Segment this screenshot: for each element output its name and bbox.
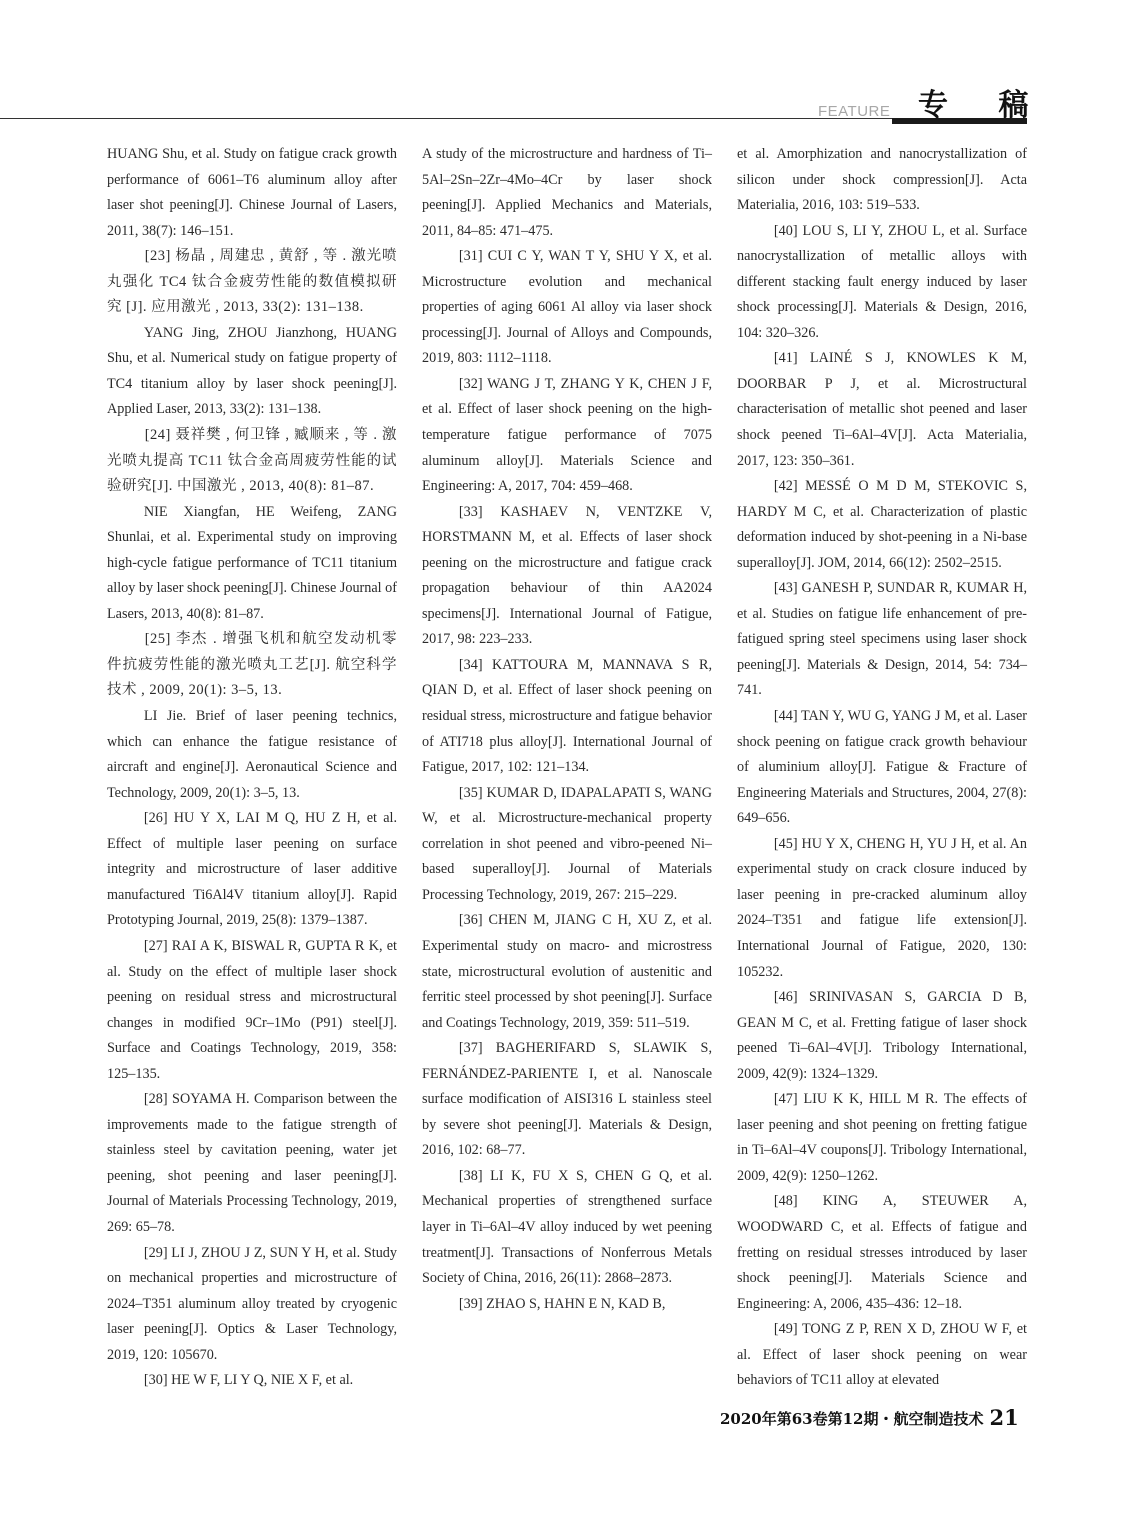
reference-entry: LI Jie. Brief of laser peening technics, which can enhance the fatigue resistance of aircraft and engine[J]. Aeronautical Science and Technology, 2009, 20(1): 3–5, 13.	[107, 708, 397, 801]
reference-entry: [43] GANESH P, SUNDAR R, KUMAR H, et al. Studies on fatigue life enhancement of pre-fatigued spring steel specimens using laser shock peening[J]. Materials & Design, 2014, 54: 734–741.	[737, 580, 1027, 699]
reference-entry: [38] LI K, FU X S, CHEN G Q, et al. Mechanical properties of strengthened surface layer in Ti–6Al–4V alloy induced by wet peening treatment[J]. Transactions of Nonferrous Metals Society of China, 2016, 26(11): 2868–2873.	[422, 1167, 712, 1287]
reference-entry: HUANG Shu, et al. Study on fatigue crack growth performance of 6061–T6 aluminum alloy after laser shot peening[J]. Chinese Journal of Lasers, 2011, 38(7): 146–151.	[107, 146, 397, 239]
reference-entry: et al. Amorphization and nanocrystallization of silicon under shock compression[J]. Acta Materialia, 2016, 103: 519–533.	[737, 146, 1027, 214]
reference-entry: [30] HE W F, LI Y Q, NIE X F, et al.	[143, 1372, 354, 1389]
page-footer	[720, 1405, 1019, 1430]
header-rule	[0, 118, 892, 119]
reference-entry: [33] KASHAEV N, VENTZKE V, HORSTMANN M, et al. Effects of laser shock peening on the microstructure and fatigue crack propagation behaviour of thin AA2024 specimens[J]. International Journal of Fatigue, 2017, 98: 223–233.	[422, 503, 712, 648]
reference-entry: [46] SRINIVASAN S, GARCIA D B, GEAN M C, et al. Fretting fatigue of laser shock peened Ti–6Al–4V[J]. Tribology International, 2009, 42(9): 1324–1329.	[737, 989, 1027, 1082]
reference-entry: [29] LI J, ZHOU J Z, SUN Y H, et al. Study on mechanical properties and microstructure of 2024–T351 aluminum alloy treated by cryogenic laser peening[J]. Optics & Laser Technology, 2019, 120: 105670.	[107, 1244, 397, 1363]
reference-entry: [40] LOU S, LI Y, ZHOU L, et al. Surface nanocrystallization of metallic alloys with different stacking fault energy induced by laser shock processing[J]. Materials & Design, 2016, 104: 320–326.	[737, 222, 1027, 341]
reference-entry: [27] RAI A K, BISWAL R, GUPTA R K, et al. Study on the effect of multiple laser shock peening on residual stress and microstructural changes in modified 9Cr–1Mo (P91) steel[J]. Surface and Coatings Technology, 2019, 358: 125–135.	[107, 937, 397, 1082]
reference-entry: [25] 李杰 . 增强飞机和航空发动机零件抗疲劳性能的激光喷丸工艺[J]. 航空科学技术 , 2009, 20(1): 3–5, 13.	[107, 631, 397, 699]
reference-entry: [35] KUMAR D, IDAPALAPATI S, WANG W, et al. Microstructure-mechanical property correlation in shot peened and vibro-peened Ni–based superalloy[J]. Journal of Materials Processing Technology, 2019, 267: 215–229.	[422, 784, 712, 903]
section-title: 专 稿	[918, 88, 1049, 123]
reference-entry: [39] ZHAO S, HAHN E N, KAD B,	[458, 1295, 666, 1312]
feature-label: FEATURE	[818, 103, 891, 120]
journal-info: 2020年第63卷第12期・航空制造技术	[720, 1410, 984, 1428]
reference-entry: [28] SOYAMA H. Comparison between the improvements made to the fatigue strength of stainless steel by cavitation peening, water jet peening, shot peening and laser peening[J]. Journal of Materials Processing Technology, 2019, 269: 65–78.	[107, 1091, 397, 1235]
page-number: 21	[989, 1405, 1019, 1430]
reference-entry: [23] 杨晶 , 周建忠 , 黄舒 , 等 . 激光喷丸强化 TC4 钛合金疲劳性能的数值模拟研究 [J]. 应用激光 , 2013, 33(2): 131–138.	[107, 248, 397, 316]
reference-entry: YANG Jing, ZHOU Jianzhong, HUANG Shu, et al. Numerical study on fatigue property of TC4 titanium alloy by laser shock peening[J]. Applied Laser, 2013, 33(2): 131–138.	[107, 324, 397, 418]
reference-entry: [44] TAN Y, WU G, YANG J M, et al. Laser shock peening on fatigue crack growth behaviour of aluminium alloy[J]. Fatigue & Fracture of Engineering Materials and Structures, 2004, 27(8): 649–656.	[737, 708, 1027, 827]
reference-entry: [45] HU Y X, CHENG H, YU J H, et al. An experimental study on crack closure induced by laser peening in pre-cracked aluminum alloy 2024–T351 and fatigue life extension[J]. International Journal of Fatigue, 2020, 130: 105232.	[737, 835, 1027, 980]
reference-entry: [49] TONG Z P, REN X D, ZHOU W F, et al. Effect of laser shock peening on wear behaviors of TC11 alloy at elevated	[737, 1321, 1027, 1389]
reference-entry: [42] MESSÉ O M D M, STEKOVIC S, HARDY M C, et al. Characterization of plastic deformation induced by shot-peening in a Ni-base superalloy[J]. JOM, 2014, 66(12): 2502–2515.	[737, 478, 1027, 571]
reference-entry: NIE Xiangfan, HE Weifeng, ZANG Shunlai, et al. Experimental study on improving high-cycle fatigue performance of TC11 titanium alloy by laser shock peening[J]. Chinese Journal of Lasers, 2013, 40(8): 81–87.	[107, 503, 397, 622]
reference-entry: [32] WANG J T, ZHANG Y K, CHEN J F, et al. Effect of laser shock peening on the high-temperature fatigue performance of 7075 aluminum alloy[J]. Materials Science and Engineering: A, 2017, 704: 459–468.	[422, 375, 712, 495]
reference-column-2	[422, 142, 712, 1317]
reference-entry: [31] CUI C Y, WAN T Y, SHU Y X, et al. Microstructure evolution and mechanical properties of aging 6061 Al alloy via laser shock processing[J]. Journal of Alloys and Compounds, 2019, 803: 1112–1118.	[422, 248, 712, 367]
reference-entry: [41] LAINÉ S J, KNOWLES K M, DOORBAR P J, et al. Microstructural characterisation of metallic shot peened and laser shock peened Ti–6Al–4V[J]. Acta Materialia, 2017, 123: 350–361.	[737, 350, 1027, 469]
reference-entry: [26] HU Y X, LAI M Q, HU Z H, et al. Effect of multiple laser peening on surface integrity and microstructure of laser additive manufactured Ti6Al4V titanium alloy[J]. Rapid Prototyping Journal, 2019, 25(8): 1379–1387.	[107, 810, 397, 929]
reference-entry: A study of the microstructure and hardness of Ti–5Al–2Sn–2Zr–4Mo–4Cr by laser shock peening[J]. Applied Mechanics and Materials, 2011, 84–85: 471–475.	[422, 146, 712, 239]
reference-entry: [36] CHEN M, JIANG C H, XU Z, et al. Experimental study on macro- and microstress state, microstructural evolution of austenitic and ferritic steel processed by shot peening[J]. Surface and Coatings Technology, 2019, 359: 511–519.	[422, 912, 712, 1031]
reference-entry: [48] KING A, STEUWER A, WOODWARD C, et al. Effects of fatigue and fretting on residual stresses introduced by laser shock peening[J]. Materials Science and Engineering: A, 2006, 435–436: 12–18.	[737, 1193, 1027, 1312]
reference-entry: [24] 聂祥樊 , 何卫锋 , 臧顺来 , 等 . 激光喷丸提高 TC11 钛合金高周疲劳性能的试验研究[J]. 中国激光 , 2013, 40(8): 81–87.	[107, 427, 397, 495]
reference-entry: [34] KATTOURA M, MANNAVA S R, QIAN D, et al. Effect of laser shock peening on residual stress, microstructure and fatigue behavior of ATI718 plus alloy[J]. International Journal of Fatigue, 2017, 102: 121–134.	[422, 656, 712, 776]
reference-column-3	[737, 142, 1027, 1394]
reference-column-1	[107, 142, 397, 1394]
reference-entry: [47] LIU K K, HILL M R. The effects of laser peening and shot peening on fretting fatigue in Ti–6Al–4V coupons[J]. Tribology International, 2009, 42(9): 1250–1262.	[737, 1091, 1027, 1184]
reference-entry: [37] BAGHERIFARD S, SLAWIK S, FERNÁNDEZ-PARIENTE I, et al. Nanoscale surface modification of AISI316 L stainless steel by severe shot peening[J]. Materials & Design, 2016, 102: 68–77.	[422, 1040, 712, 1159]
